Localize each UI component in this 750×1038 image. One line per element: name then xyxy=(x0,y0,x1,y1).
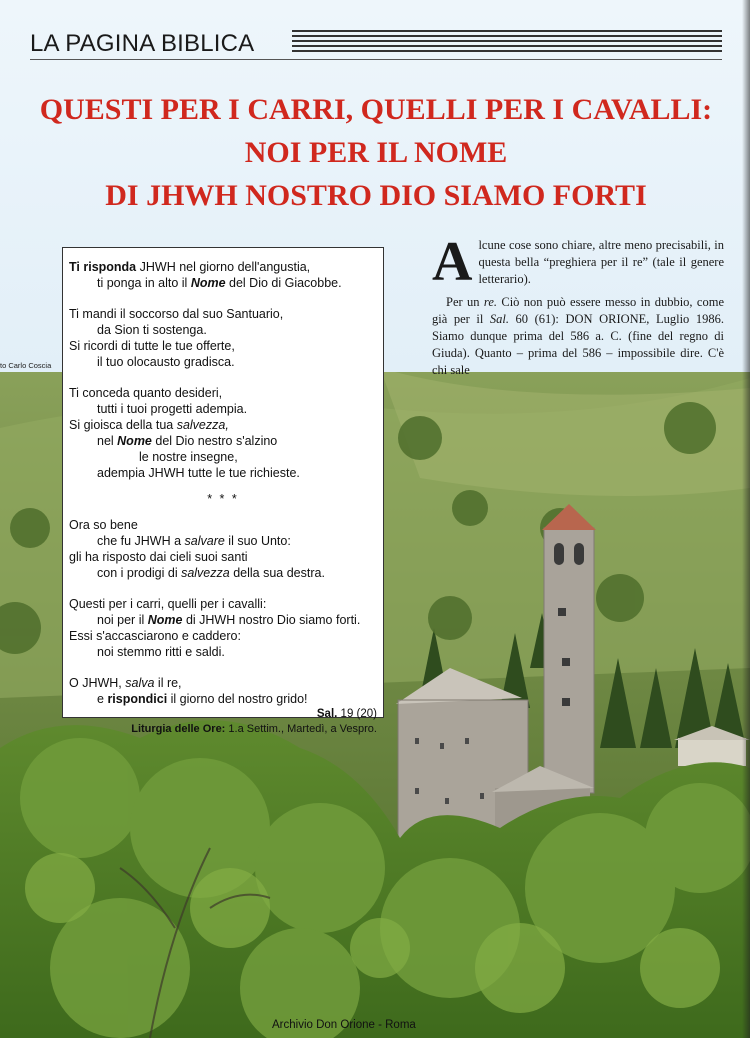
psalm-text: JHWH nel giorno dell'angustia, xyxy=(136,260,311,274)
psalm-line: gli ha risposto dai cieli suoi santi xyxy=(69,550,248,564)
psalm-text: della sua destra. xyxy=(229,566,325,580)
psalm-emphasis: salvezza xyxy=(181,566,230,580)
psalm-line xyxy=(69,565,377,581)
archive-watermark: Archivio Don Orione - Roma xyxy=(272,1019,416,1031)
article-paragraph-1 xyxy=(432,231,724,293)
psalm-text: il re, xyxy=(154,676,182,690)
psalm-text: del Dio nestro s'alzino xyxy=(151,434,278,448)
paragraph-text: 60 (61): DON ORIONE, Luglio 1986. Siamo dunque prima del 586 a. C. (fine del regno di Giuda). Quanto – prima del 586 – impossibile dire. C'è chi sale xyxy=(432,311,724,378)
psalm-stanza xyxy=(69,675,377,707)
section-label: LA PAGINA BIBLICA xyxy=(30,30,255,57)
psalm-line: le nostre insegne, xyxy=(139,450,238,464)
psalm-box xyxy=(62,247,384,735)
psalm-line xyxy=(69,533,377,549)
psalm-line: Si ricordi di tutte le tue offerte, xyxy=(69,339,235,353)
title-line-3: DI JHWH NOSTRO DIO SIAMO FORTI xyxy=(105,179,647,212)
psalm-text: noi per il xyxy=(97,613,148,627)
psalm-text: il giorno del nostro grido! xyxy=(167,692,308,706)
paragraph-emphasis: re. xyxy=(483,294,497,309)
psalm-text: il suo Unto: xyxy=(224,534,291,548)
psalm-line xyxy=(69,691,377,707)
title-line-1: QUESTI PER I CARRI, QUELLI PER I CAVALLI: xyxy=(39,93,713,126)
psalm-ref-book: Sal. xyxy=(316,708,338,720)
psalm-text: e xyxy=(97,692,108,706)
article-title xyxy=(30,88,722,217)
psalm-stanza xyxy=(69,385,377,481)
psalm-text: che fu JHWH a xyxy=(97,534,185,548)
psalm-line xyxy=(69,433,377,449)
psalm-emphasis: salva xyxy=(125,676,155,690)
psalm-text: con i prodigi di xyxy=(97,566,182,580)
psalm-emphasis: Nome xyxy=(147,613,183,627)
paragraph-text: Ciò non può essere messo in dubbio, come già per il xyxy=(432,294,724,326)
psalm-bold-word: Ti risponda xyxy=(69,260,137,274)
psalm-text: ti ponga in alto il xyxy=(97,276,191,290)
paragraph-emphasis: Sal. xyxy=(489,311,509,326)
stanza-separator: * * * xyxy=(207,492,239,506)
header-rule xyxy=(30,59,722,60)
psalm-emphasis: salvezza, xyxy=(176,418,229,432)
article-paragraph-2 xyxy=(432,294,724,380)
psalm-text: del Dio di Giacobbe. xyxy=(225,276,342,290)
psalm-line: Ora so bene xyxy=(69,518,138,532)
title-line-2: NOI PER IL NOME xyxy=(244,136,508,169)
photo-credit: to Carlo Coscia xyxy=(0,361,52,370)
psalm-stanza xyxy=(69,306,377,370)
psalm-line: Ti conceda quanto desideri, xyxy=(69,386,223,400)
psalm-emphasis: salvare xyxy=(184,534,225,548)
psalm-stanza xyxy=(69,517,377,581)
psalm-source-label: Liturgia delle Ore: xyxy=(131,723,226,735)
psalm-line: Ti mandi il soccorso dal suo Santuario, xyxy=(69,307,284,321)
psalm-stanza xyxy=(69,259,377,291)
psalm-source xyxy=(69,722,377,737)
psalm-text: di JHWH nostro Dio siamo forti. xyxy=(182,613,361,627)
psalm-line xyxy=(69,417,377,433)
psalm-ref-number: 19 (20) xyxy=(337,708,377,720)
page-edge-shadow xyxy=(742,0,750,1038)
psalm-line: il tuo olocausto gradisca. xyxy=(97,355,235,369)
psalm-line: adempia JHWH tutte le tue richieste. xyxy=(97,466,300,480)
psalm-stanza xyxy=(69,596,377,660)
section-decoration-lines xyxy=(292,30,722,56)
psalm-line: Essi s'accasciarono e caddero: xyxy=(69,629,241,643)
psalm-source-text: 1.a Settim., Martedì, a Vespro. xyxy=(225,723,377,735)
psalm-line: Questi per i carri, quelli per i cavalli: xyxy=(69,597,267,611)
paragraph-text: Per un xyxy=(446,294,484,309)
psalm-line xyxy=(69,612,377,628)
psalm-line: da Sion ti sostenga. xyxy=(97,323,207,337)
psalm-line xyxy=(69,259,377,275)
psalm-line: noi stemmo ritti e saldi. xyxy=(97,645,225,659)
article-body xyxy=(432,231,724,380)
psalm-emphasis: Nome xyxy=(117,434,152,448)
psalm-emphasis: Nome xyxy=(190,276,226,290)
psalm-text: O JHWH, xyxy=(69,676,126,690)
paragraph-text: lcune cose sono chiare, altre meno precisabili, in questa bella “preghiera per il re” (tale il genere letterario). xyxy=(478,238,724,287)
psalm-bold-word: rispondici xyxy=(107,692,168,706)
psalm-text: Si gioisca della tua xyxy=(69,418,177,432)
psalm-line xyxy=(69,675,377,691)
psalm-line: tutti i tuoi progetti adempia. xyxy=(97,402,248,416)
psalm-line xyxy=(69,275,377,291)
psalm-reference xyxy=(69,707,377,722)
drop-cap: A xyxy=(432,231,473,293)
psalm-text: nel xyxy=(97,434,118,448)
